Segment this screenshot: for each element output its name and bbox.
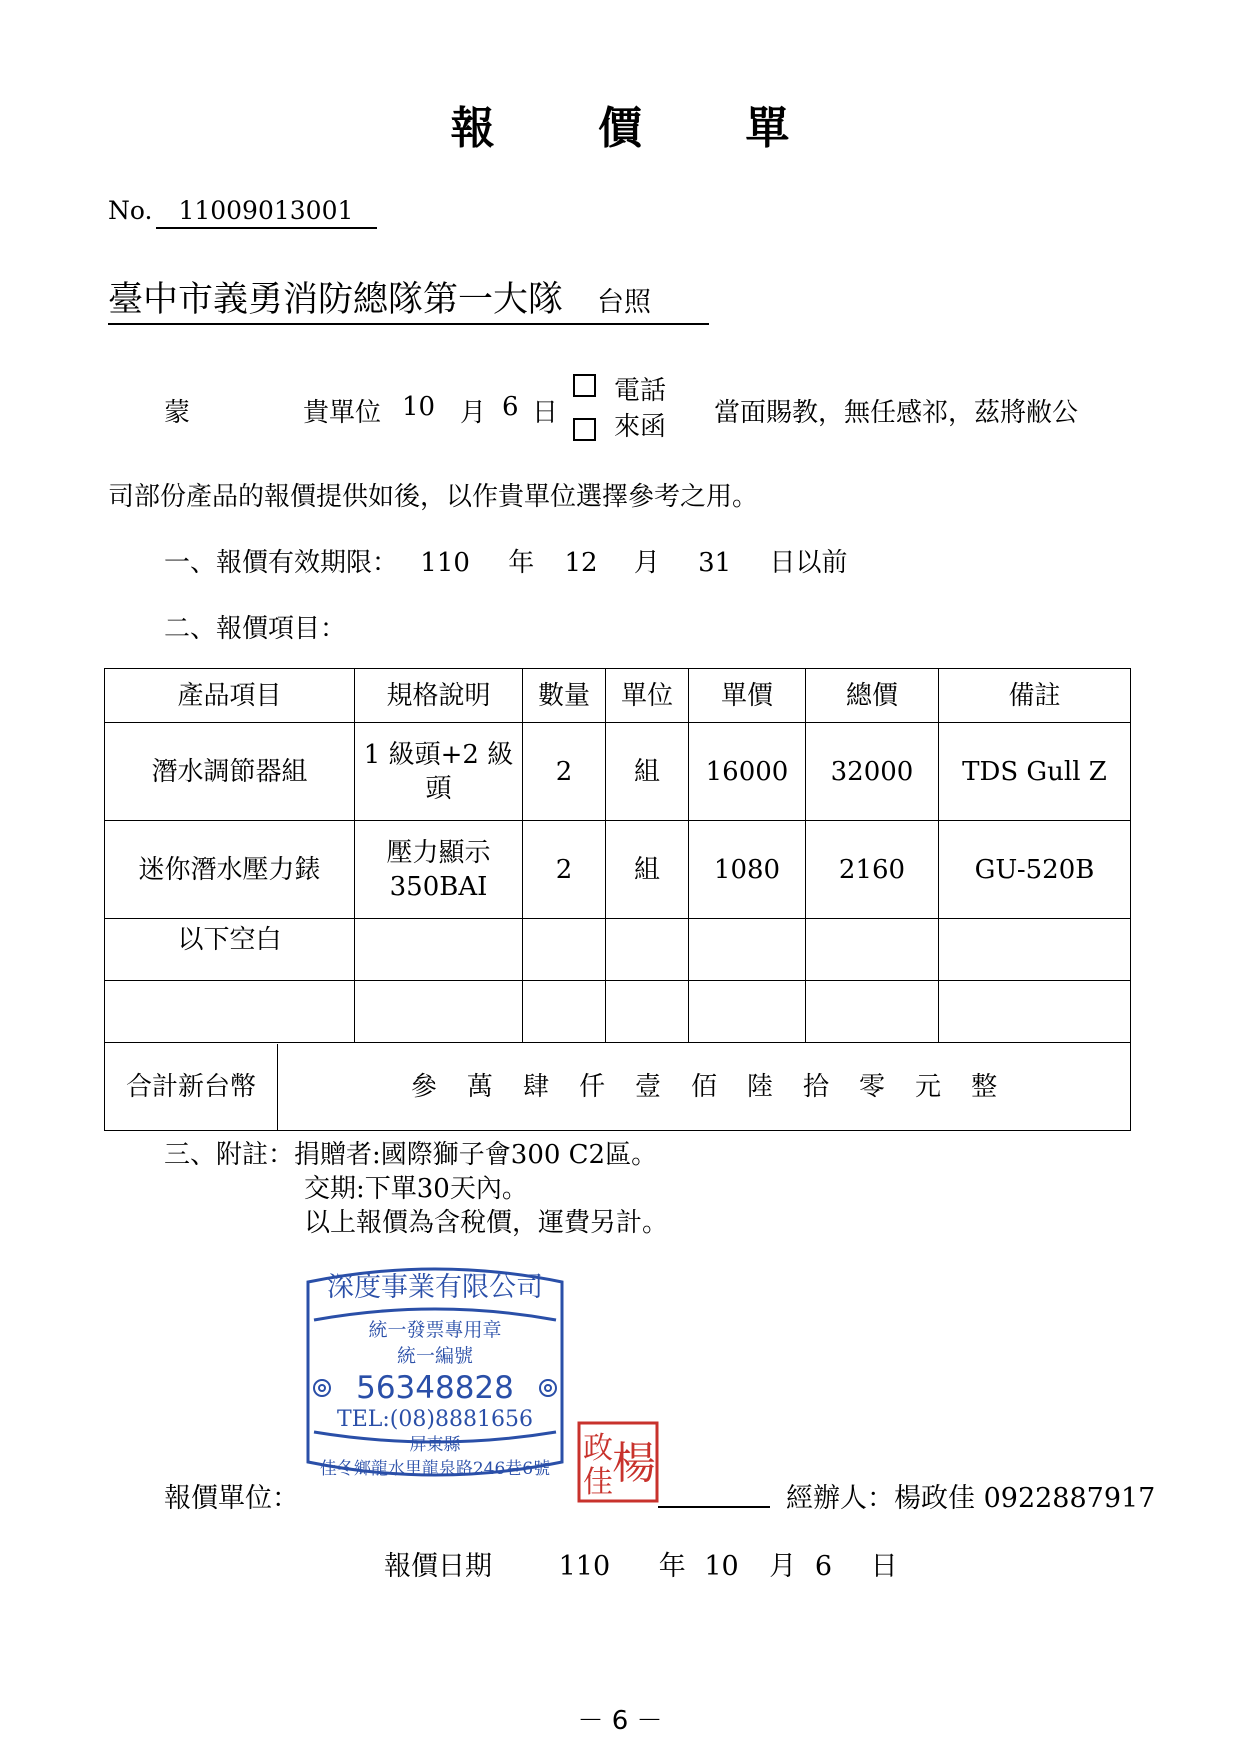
title-char: 價 bbox=[598, 103, 642, 154]
table-header-row bbox=[105, 669, 1131, 723]
recipient-suffix: 台照 bbox=[597, 287, 652, 318]
validity-label: 一、報價有效期限： bbox=[164, 548, 399, 578]
header-item: 產品項目 bbox=[105, 669, 355, 723]
header-qty: 數量 bbox=[523, 669, 606, 723]
cell-item: 迷你潛水壓力錶 bbox=[105, 821, 355, 919]
validity-line bbox=[164, 542, 847, 579]
handler-info: 經辦人：楊政佳 0922887917 bbox=[786, 1483, 1156, 1514]
header-total: 總價 bbox=[806, 669, 939, 723]
header-unit: 單位 bbox=[606, 669, 689, 723]
cell-unit: 組 bbox=[606, 723, 689, 821]
quote-table bbox=[104, 668, 1131, 1131]
intro-day: 6 bbox=[502, 392, 519, 422]
note-line: 交期:下單30天內。 bbox=[304, 1174, 528, 1204]
page-number: － 6 － bbox=[577, 1706, 663, 1736]
total-word: 陸 bbox=[747, 1071, 774, 1102]
header-spec: 規格說明 bbox=[355, 669, 523, 723]
validity-month-unit: 月 bbox=[633, 548, 660, 578]
stamp-tel: TEL:(08)8881656 bbox=[337, 1407, 533, 1432]
validity-day: 31 bbox=[698, 548, 732, 578]
spec-line: 350BAI bbox=[389, 871, 488, 902]
notes-label: 三、附註： bbox=[164, 1140, 295, 1170]
cell-spec bbox=[355, 821, 523, 919]
cell-qty: 2 bbox=[523, 723, 606, 821]
validity-year-unit: 年 bbox=[508, 548, 535, 578]
validity-year: 110 bbox=[420, 548, 470, 578]
table-row bbox=[105, 821, 1131, 919]
spec-line: 壓力顯示 bbox=[386, 837, 491, 868]
total-word: 整 bbox=[971, 1071, 998, 1102]
total-word: 參 bbox=[410, 1071, 437, 1102]
table-row-empty bbox=[105, 981, 1131, 1043]
stamp-company: 深度事業有限公司 bbox=[327, 1272, 543, 1303]
header-price: 單價 bbox=[689, 669, 806, 723]
table-row bbox=[105, 723, 1131, 821]
quote-unit-label: 報價單位： bbox=[164, 1483, 299, 1514]
table-total-row bbox=[105, 1043, 1131, 1131]
total-word: 拾 bbox=[803, 1071, 830, 1102]
validity-month: 12 bbox=[564, 548, 598, 578]
cell-price: 16000 bbox=[689, 723, 806, 821]
intro-day-unit: 日 bbox=[532, 398, 559, 428]
cell-total: 2160 bbox=[806, 821, 939, 919]
option-letter-label: 來函 bbox=[614, 412, 667, 442]
stamp-address: 佳冬鄉龍水里龍泉路246巷6號 bbox=[319, 1459, 551, 1479]
date-month-unit: 月 bbox=[769, 1551, 797, 1582]
doc-number-label: No. bbox=[108, 196, 153, 225]
date-month: 10 bbox=[704, 1551, 739, 1582]
spec-line: 頭 bbox=[425, 773, 452, 804]
seal-char: 楊 bbox=[612, 1438, 656, 1489]
cell-item: 潛水調節器組 bbox=[105, 723, 355, 821]
option-phone-label: 電話 bbox=[614, 376, 667, 406]
stamp-line1: 統一發票專用章 bbox=[368, 1319, 502, 1341]
note-line: 捐贈者:國際獅子會300 C2區。 bbox=[294, 1140, 658, 1170]
seal-char: 佳 bbox=[583, 1465, 613, 1500]
intro-meng: 蒙 bbox=[164, 398, 191, 428]
intro-month: 10 bbox=[402, 392, 436, 422]
intro-unit-label: 貴單位 bbox=[303, 398, 382, 428]
total-word: 肆 bbox=[522, 1071, 549, 1102]
recipient-line bbox=[108, 280, 709, 325]
total-word: 元 bbox=[915, 1071, 942, 1102]
validity-suffix: 日以前 bbox=[769, 548, 848, 578]
date-day-unit: 日 bbox=[870, 1551, 898, 1582]
total-word: 萬 bbox=[466, 1071, 493, 1102]
intro-month-unit: 月 bbox=[460, 398, 487, 428]
document-title bbox=[0, 92, 1240, 156]
cell-note: GU-520B bbox=[939, 821, 1131, 919]
note-line: 以上報價為含稅價，運費另計。 bbox=[304, 1208, 669, 1238]
total-word: 壹 bbox=[634, 1071, 661, 1102]
date-day: 6 bbox=[814, 1551, 833, 1582]
doc-number bbox=[108, 196, 377, 229]
cell-spec bbox=[355, 723, 523, 821]
cell-qty: 2 bbox=[523, 821, 606, 919]
table-row-blank-label bbox=[105, 919, 1131, 981]
doc-number-value: 11009013001 bbox=[156, 197, 377, 229]
notes-section bbox=[164, 1138, 668, 1240]
header-note: 備註 bbox=[939, 669, 1131, 723]
quote-date bbox=[384, 1544, 898, 1583]
spec-line: 1 級頭+2 級 bbox=[363, 739, 514, 770]
seal-char: 政 bbox=[583, 1431, 613, 1466]
total-word: 仟 bbox=[578, 1071, 605, 1102]
checkbox-phone[interactable] bbox=[573, 374, 596, 397]
cell-note: TDS Gull Z bbox=[939, 723, 1131, 821]
title-char: 報 bbox=[450, 103, 495, 154]
total-word: 零 bbox=[859, 1071, 886, 1102]
cell-total: 32000 bbox=[806, 723, 939, 821]
total-amount-words bbox=[278, 1044, 1130, 1130]
cell-price: 1080 bbox=[689, 821, 806, 919]
title-char: 單 bbox=[745, 103, 790, 154]
stamp-line2: 統一編號 bbox=[396, 1345, 474, 1367]
recipient-name: 臺中市義勇消防總隊第一大隊 bbox=[108, 280, 564, 320]
intro-paragraph: 司部份產品的報價提供如後，以作貴單位選擇參考之用。 bbox=[108, 482, 759, 512]
checkbox-letter[interactable] bbox=[573, 418, 596, 441]
signature-line bbox=[658, 1506, 770, 1508]
stamp-tax-id: 56348828 bbox=[356, 1370, 514, 1406]
date-label: 報價日期 bbox=[384, 1551, 492, 1582]
date-year-unit: 年 bbox=[658, 1551, 686, 1582]
company-stamp bbox=[300, 1262, 570, 1498]
date-year: 110 bbox=[558, 1551, 611, 1582]
cell-unit: 組 bbox=[606, 821, 689, 919]
intro-text-after: 當面賜教，無任感祁，茲將敝公 bbox=[714, 398, 1079, 428]
cell-blank-label: 以下空白 bbox=[105, 919, 355, 981]
total-label: 合計新台幣 bbox=[105, 1044, 278, 1130]
personal-seal bbox=[576, 1420, 660, 1504]
stamp-county: 屏東縣 bbox=[409, 1435, 461, 1455]
items-heading: 二、報價項目： bbox=[164, 614, 347, 644]
total-word: 佰 bbox=[690, 1071, 717, 1102]
